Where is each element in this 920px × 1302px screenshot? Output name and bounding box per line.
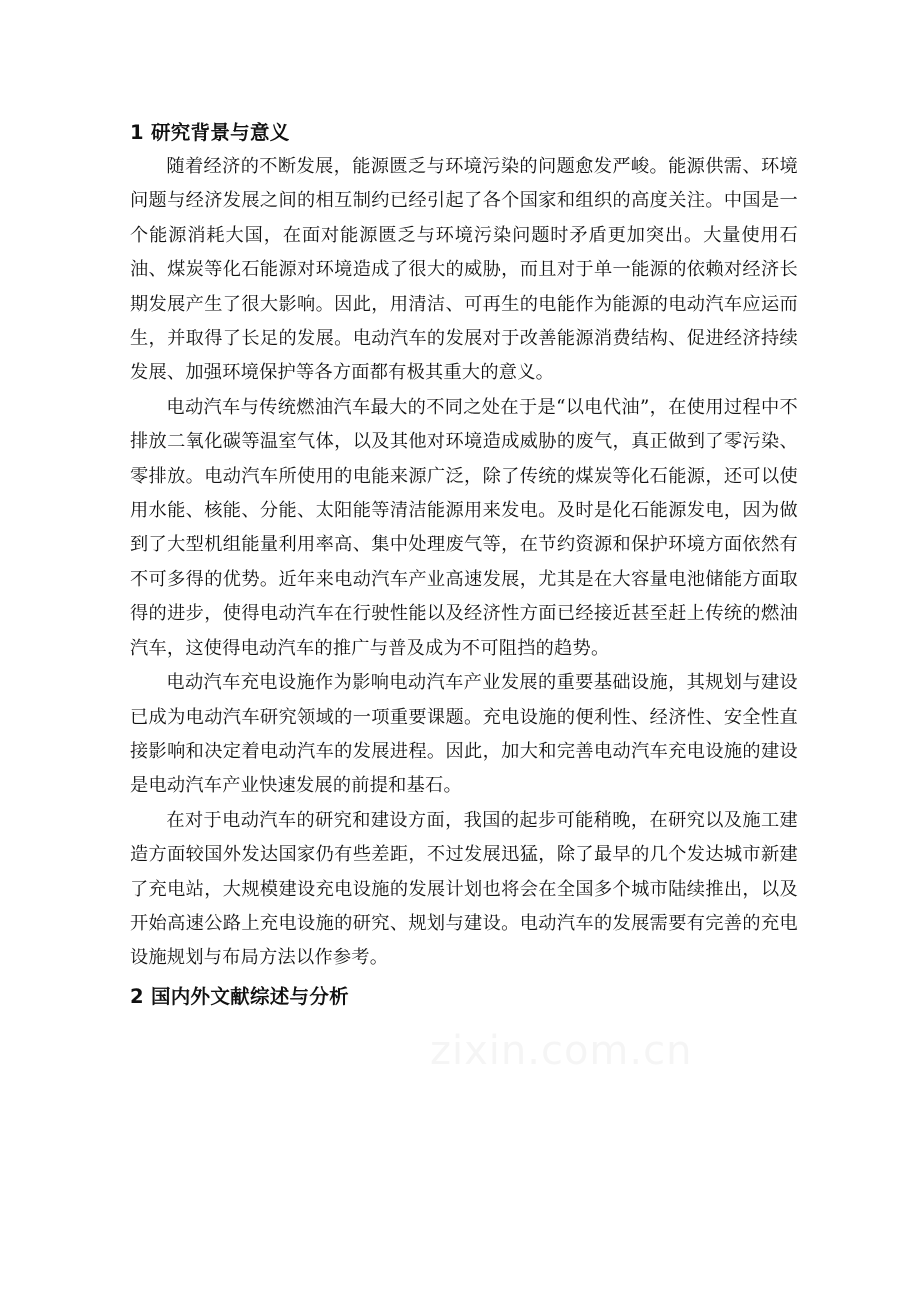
section-1-paragraph-4: 在对于电动汽车的研究和建设方面，我国的起步可能稍晚，在研究以及施工建造方面较国外发达国家仍有些差距，不过发展迅猛，除了最早的几个发达城市新建了充电站，大规模建设充电设施的发展计划也将会在全国多个城市陆续推出，以及开始高速公路上充电设施的研究、规划与建设。电动汽车的发展需要有完善的充电设施规划与布局方法以作参考。	[130, 809, 798, 969]
watermark: zixin.com.cn	[430, 1028, 693, 1074]
section-1-heading: 1 研究背景与意义	[130, 121, 290, 144]
section-1-paragraph-2: 电动汽车与传统燃油汽车最大的不同之处在于是“以电代油”，在使用过程中不排放二氧化碳等温室气体，以及其他对环境造成威胁的废气，真正做到了零污染、零排放。电动汽车所使用的电能来源广泛，除了传统的煤炭等化石能源，还可以使用水能、核能、分能、太阳能等清洁能源用来发电。及时是化石能源发电，因为做到了大型机组能量利用率高、集中处理废气等，在节约资源和保护环境方面依然有不可多得的优势。近年来电动汽车产业高速发展，尤其是在大容量电池储能方面取得的进步，使得电动汽车在行驶性能以及经济性方面已经接近甚至赶上传统的燃油汽车，这使得电动汽车的推广与普及成为不可阻挡的趋势。	[130, 396, 798, 659]
section-1-paragraph-3: 电动汽车充电设施作为影响电动汽车产业发展的重要基础设施，其规划与建设已成为电动汽车研究领域的一项重要课题。充电设施的便利性、经济性、安全性直接影响和决定着电动汽车的发展进程。因此，加大和完善电动汽车充电设施的建设是电动汽车产业快速发展的前提和基石。	[130, 672, 798, 797]
section-2-heading: 2 国内外文献综述与分析	[130, 984, 349, 1008]
section-1-paragraph-1: 随着经济的不断发展，能源匮乏与环境污染的问题愈发严峻。能源供需、环境问题与经济发展之间的相互制约已经引起了各个国家和组织的高度关注。中国是一个能源消耗大国，在面对能源匮乏与环境污染问题时矛盾更加突出。大量使用石油、煤炭等化石能源对环境造成了很大的威胁，而且对于单一能源的依赖对经济长期发展产生了很大影响。因此，用清洁、可再生的电能作为能源的电动汽车应运而生，并取得了长足的发展。电动汽车的发展对于改善能源消费结构、促进经济持续发展、加强环境保护等各方面都有极其重大的意义。	[130, 156, 798, 384]
document-body	[130, 116, 798, 1014]
